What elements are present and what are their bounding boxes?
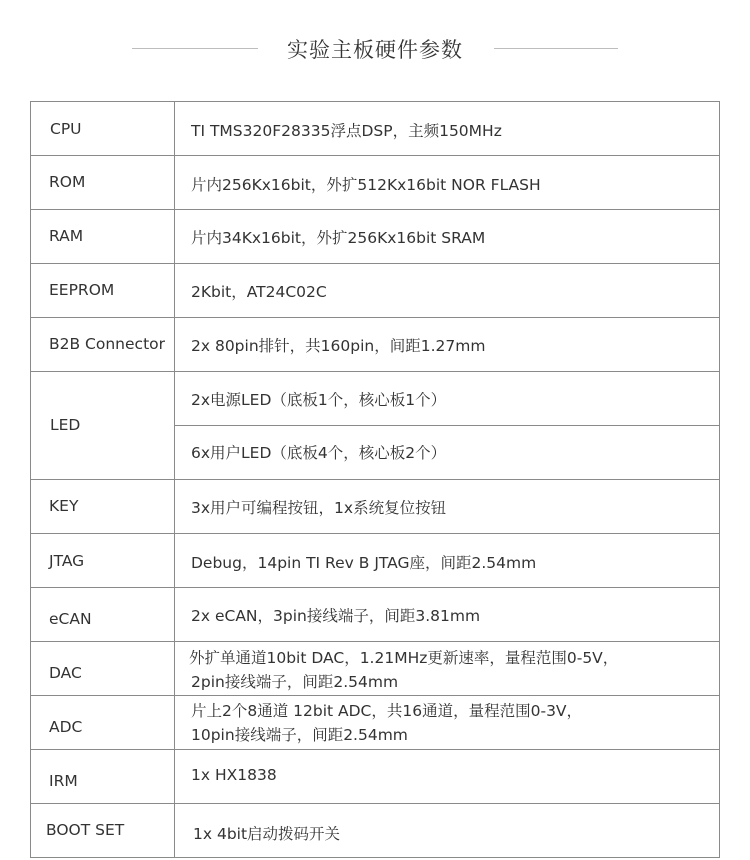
page-title: 实验主板硬件参数	[287, 38, 463, 62]
table-row-dac	[30, 642, 720, 696]
spec-table	[30, 101, 720, 858]
section-header	[0, 26, 750, 72]
row-value	[175, 372, 719, 479]
led-sub-row: 6x用户LED（底板4个，核心板2个）	[191, 444, 447, 462]
row-value: 2x eCAN，3pin接线端子，间距3.81mm	[191, 607, 481, 625]
title-divider-right	[494, 48, 618, 49]
table-row-key	[30, 480, 720, 534]
row-label: EEPROM	[31, 264, 175, 317]
row-value: 片上2个8通道 12bit ADC，共16通道，量程范围0-3V， 10pin接线端子，间距2.54mm	[191, 702, 583, 744]
row-label: KEY	[31, 480, 175, 533]
led-sub-row: 2x电源LED（底板1个，核心板1个）	[175, 372, 719, 426]
row-value: 片内256Kx16bit，外扩512Kx16bit NOR FLASH	[191, 176, 541, 194]
row-value: 3x用户可编程按钮，1x系统复位按钮	[191, 499, 447, 517]
row-label: JTAG	[31, 534, 175, 587]
row-label: IRM	[31, 750, 175, 803]
row-value: 1x 4bit启动拨码开关	[193, 825, 341, 843]
table-row-cpu	[30, 101, 720, 156]
table-row-led	[30, 372, 720, 480]
row-label: LED	[31, 372, 175, 479]
table-row-eeprom	[30, 264, 720, 318]
table-row-jtag	[30, 534, 720, 588]
row-label: eCAN	[31, 588, 175, 641]
row-label: ROM	[31, 156, 175, 209]
table-row-rom	[30, 156, 720, 210]
row-label: DAC	[31, 642, 175, 695]
table-row-irm	[30, 750, 720, 804]
row-value: 片内34Kx16bit，外扩256Kx16bit SRAM	[191, 229, 486, 247]
table-row-boot-set	[30, 804, 720, 858]
table-row-adc	[30, 696, 720, 750]
row-value: 1x HX1838	[191, 766, 277, 784]
row-label: B2B Connector	[31, 318, 175, 371]
table-row-ram	[30, 210, 720, 264]
row-value: 2Kbit，AT24C02C	[191, 283, 327, 301]
row-value: 2x 80pin排针，共160pin，间距1.27mm	[191, 337, 486, 355]
row-value: TI TMS320F28335浮点DSP，主频150MHz	[191, 122, 502, 140]
table-row-ecan	[30, 588, 720, 642]
row-label: RAM	[31, 210, 175, 263]
row-label: ADC	[31, 696, 175, 749]
row-label: CPU	[31, 102, 175, 155]
row-value: 外扩单通道10bit DAC，1.21MHz更新速率，量程范围0-5V， 2pin接线端子，间距2.54mm	[189, 649, 619, 691]
row-value: Debug，14pin TI Rev B JTAG座，间距2.54mm	[191, 554, 537, 572]
row-label: BOOT SET	[31, 804, 175, 857]
table-row-b2b-connector	[30, 318, 720, 372]
